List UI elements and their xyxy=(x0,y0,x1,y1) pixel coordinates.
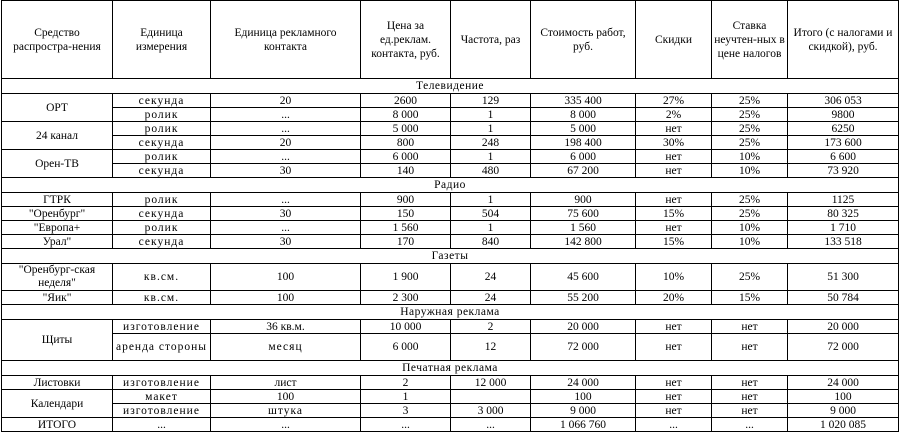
contact-cell: ... xyxy=(211,221,361,235)
price-cell: 10 000 xyxy=(361,320,451,334)
contact-cell: ... xyxy=(211,418,361,432)
grand-total-cell: 1 020 085 xyxy=(788,418,899,432)
total-cell: 50 784 xyxy=(788,291,899,305)
price-cell: 1 560 xyxy=(361,221,451,235)
tax-cell: 25% xyxy=(712,207,788,221)
discount-cell: ... xyxy=(636,418,712,432)
unit-cell: ролик xyxy=(113,108,211,122)
unit-cell: секунда xyxy=(113,207,211,221)
frequency-cell: 12 000 xyxy=(451,376,531,390)
total-cell: 20 000 xyxy=(788,320,899,334)
total-cell: 100 xyxy=(788,390,899,404)
section-row-outdoor xyxy=(2,305,899,320)
price-cell: 150 xyxy=(361,207,451,221)
section-row-radio xyxy=(2,178,899,193)
contact-cell: 20 xyxy=(211,136,361,150)
cost-cell: 142 800 xyxy=(531,235,636,249)
total-cell: 1 710 xyxy=(788,221,899,235)
contact-cell: ... xyxy=(211,108,361,122)
unit-cell: ... xyxy=(113,418,211,432)
cost-cell: 900 xyxy=(531,193,636,207)
media-name: ОРТ xyxy=(2,94,113,122)
table-row xyxy=(2,94,899,108)
cost-cell: 24 000 xyxy=(531,376,636,390)
discount-cell: 20% xyxy=(636,291,712,305)
frequency-cell: 840 xyxy=(451,235,531,249)
frequency-cell: ... xyxy=(451,418,531,432)
contact-cell: 30 xyxy=(211,164,361,178)
header-cell: Частота, раз xyxy=(451,1,531,79)
header-row xyxy=(2,1,899,79)
frequency-cell xyxy=(451,390,531,404)
price-cell: 3 xyxy=(361,404,451,418)
table-row xyxy=(2,320,899,334)
price-cell: 800 xyxy=(361,136,451,150)
discount-cell: 15% xyxy=(636,207,712,221)
contact-cell: ... xyxy=(211,193,361,207)
section-title: Печатная реклама xyxy=(2,361,899,376)
table-row xyxy=(2,150,899,164)
section-title: Газеты xyxy=(2,249,899,264)
frequency-cell: 3 000 xyxy=(451,404,531,418)
total-cell: 24 000 xyxy=(788,376,899,390)
section-title: Наружная реклама xyxy=(2,305,899,320)
unit-cell: изготовление xyxy=(113,320,211,334)
tax-cell: нет xyxy=(712,404,788,418)
contact-cell: 100 xyxy=(211,291,361,305)
unit-cell: ролик xyxy=(113,150,211,164)
tax-cell: ... xyxy=(712,418,788,432)
cost-cell: 72 000 xyxy=(531,334,636,361)
cost-cell: 1 560 xyxy=(531,221,636,235)
unit-cell: изготовление xyxy=(113,376,211,390)
discount-cell: нет xyxy=(636,320,712,334)
cost-cell: 198 400 xyxy=(531,136,636,150)
contact-cell: месяц xyxy=(211,334,361,361)
cost-cell: 55 200 xyxy=(531,291,636,305)
frequency-cell: 24 xyxy=(451,291,531,305)
discount-cell: нет xyxy=(636,164,712,178)
price-cell: 1 900 xyxy=(361,264,451,291)
header-cell: Единица рекламного контакта xyxy=(211,1,361,79)
contact-cell: 20 xyxy=(211,94,361,108)
price-cell: 2 xyxy=(361,376,451,390)
section-title: Радио xyxy=(2,178,899,193)
price-cell: 140 xyxy=(361,164,451,178)
header-cell: Стоимость работ, руб. xyxy=(531,1,636,79)
table-row xyxy=(2,207,899,221)
unit-cell: секунда xyxy=(113,136,211,150)
tax-cell: 10% xyxy=(712,221,788,235)
total-row xyxy=(2,418,899,432)
media-name: "Яик" xyxy=(2,291,113,305)
media-name: "Оренбург" xyxy=(2,207,113,221)
frequency-cell: 1 xyxy=(451,122,531,136)
discount-cell: нет xyxy=(636,390,712,404)
price-cell: 2600 xyxy=(361,94,451,108)
frequency-cell: 24 xyxy=(451,264,531,291)
total-cell: 73 920 xyxy=(788,164,899,178)
advertising-budget-table xyxy=(1,0,899,432)
price-cell: 6 000 xyxy=(361,150,451,164)
tax-cell: 25% xyxy=(712,94,788,108)
header-cell: Скидки xyxy=(636,1,712,79)
cost-cell: 1 066 760 xyxy=(531,418,636,432)
table-row xyxy=(2,390,899,404)
media-name: Листовки xyxy=(2,376,113,390)
table-row xyxy=(2,136,899,150)
media-name: ГТРК xyxy=(2,193,113,207)
header-cell: Ставка неучтен-ных в цене налогов xyxy=(712,1,788,79)
total-cell: 9800 xyxy=(788,108,899,122)
table-row xyxy=(2,108,899,122)
unit-cell: макет xyxy=(113,390,211,404)
frequency-cell: 2 xyxy=(451,320,531,334)
price-cell: 8 000 xyxy=(361,108,451,122)
table-row xyxy=(2,193,899,207)
contact-cell: ... xyxy=(211,122,361,136)
header-cell: Цена за ед.реклам. контакта, руб. xyxy=(361,1,451,79)
frequency-cell: 480 xyxy=(451,164,531,178)
contact-cell: 30 xyxy=(211,235,361,249)
discount-cell: нет xyxy=(636,376,712,390)
media-name: Календари xyxy=(2,390,113,418)
frequency-cell: 129 xyxy=(451,94,531,108)
price-cell: ... xyxy=(361,418,451,432)
total-cell: 306 053 xyxy=(788,94,899,108)
frequency-cell: 504 xyxy=(451,207,531,221)
unit-cell: аренда стороны xyxy=(113,334,211,361)
tax-cell: нет xyxy=(712,334,788,361)
cost-cell: 20 000 xyxy=(531,320,636,334)
table-row xyxy=(2,291,899,305)
contact-cell: лист xyxy=(211,376,361,390)
section-row-tv xyxy=(2,79,899,94)
table-row xyxy=(2,404,899,418)
discount-cell: 15% xyxy=(636,235,712,249)
discount-cell: 27% xyxy=(636,94,712,108)
table-row xyxy=(2,264,899,291)
section-row-newspapers xyxy=(2,249,899,264)
tax-cell: нет xyxy=(712,390,788,404)
price-cell: 170 xyxy=(361,235,451,249)
contact-cell: 36 кв.м. xyxy=(211,320,361,334)
total-cell: 72 000 xyxy=(788,334,899,361)
total-cell: 9 000 xyxy=(788,404,899,418)
unit-cell: кв.см. xyxy=(113,264,211,291)
tax-cell: 10% xyxy=(712,235,788,249)
unit-cell: изготовление xyxy=(113,404,211,418)
contact-cell: 100 xyxy=(211,264,361,291)
tax-cell: 25% xyxy=(712,193,788,207)
frequency-cell: 248 xyxy=(451,136,531,150)
discount-cell: нет xyxy=(636,404,712,418)
discount-cell: нет xyxy=(636,122,712,136)
cost-cell: 67 200 xyxy=(531,164,636,178)
total-cell: 1125 xyxy=(788,193,899,207)
discount-cell: нет xyxy=(636,193,712,207)
table-row xyxy=(2,164,899,178)
unit-cell: секунда xyxy=(113,94,211,108)
tax-cell: нет xyxy=(712,320,788,334)
unit-cell: ролик xyxy=(113,122,211,136)
tax-cell: 25% xyxy=(712,122,788,136)
total-cell: 51 300 xyxy=(788,264,899,291)
contact-cell: ... xyxy=(211,150,361,164)
frequency-cell: 12 xyxy=(451,334,531,361)
tax-cell: 25% xyxy=(712,108,788,122)
price-cell: 1 xyxy=(361,390,451,404)
contact-cell: 100 xyxy=(211,390,361,404)
tax-cell: 10% xyxy=(712,150,788,164)
cost-cell: 75 600 xyxy=(531,207,636,221)
total-label: ИТОГО xyxy=(2,418,113,432)
frequency-cell: 1 xyxy=(451,193,531,207)
tax-cell: 25% xyxy=(712,264,788,291)
discount-cell: 10% xyxy=(636,264,712,291)
table-row xyxy=(2,376,899,390)
discount-cell: нет xyxy=(636,150,712,164)
cost-cell: 100 xyxy=(531,390,636,404)
total-cell: 80 325 xyxy=(788,207,899,221)
table-row xyxy=(2,221,899,235)
frequency-cell: 1 xyxy=(451,108,531,122)
unit-cell: кв.см. xyxy=(113,291,211,305)
media-name: "Европа+ xyxy=(2,221,113,235)
media-name: Орен-ТВ xyxy=(2,150,113,178)
media-name: Урал" xyxy=(2,235,113,249)
media-name: Щиты xyxy=(2,320,113,361)
cost-cell: 45 600 xyxy=(531,264,636,291)
discount-cell: 2% xyxy=(636,108,712,122)
cost-cell: 6 000 xyxy=(531,150,636,164)
price-cell: 900 xyxy=(361,193,451,207)
header-cell: Единица измерения xyxy=(113,1,211,79)
tax-cell: 25% xyxy=(712,136,788,150)
unit-cell: ролик xyxy=(113,221,211,235)
unit-cell: секунда xyxy=(113,235,211,249)
tax-cell: нет xyxy=(712,376,788,390)
tax-cell: 10% xyxy=(712,164,788,178)
section-row-print xyxy=(2,361,899,376)
tax-cell: 15% xyxy=(712,291,788,305)
total-cell: 6250 xyxy=(788,122,899,136)
unit-cell: ролик xyxy=(113,193,211,207)
price-cell: 2 300 xyxy=(361,291,451,305)
header-cell: Средство распростра-нения xyxy=(2,1,113,79)
cost-cell: 5 000 xyxy=(531,122,636,136)
media-name: "Оренбург-ская неделя" xyxy=(2,264,113,291)
cost-cell: 8 000 xyxy=(531,108,636,122)
price-cell: 6 000 xyxy=(361,334,451,361)
media-name: 24 канал xyxy=(2,122,113,150)
section-title: Телевидение xyxy=(2,79,899,94)
frequency-cell: 1 xyxy=(451,150,531,164)
total-cell: 6 600 xyxy=(788,150,899,164)
cost-cell: 335 400 xyxy=(531,94,636,108)
discount-cell: нет xyxy=(636,221,712,235)
frequency-cell: 1 xyxy=(451,221,531,235)
contact-cell: штука xyxy=(211,404,361,418)
header-cell: Итого (с налогами и скидкой), руб. xyxy=(788,1,899,79)
cost-cell: 9 000 xyxy=(531,404,636,418)
price-cell: 5 000 xyxy=(361,122,451,136)
discount-cell: нет xyxy=(636,334,712,361)
discount-cell: 30% xyxy=(636,136,712,150)
total-cell: 133 518 xyxy=(788,235,899,249)
total-cell: 173 600 xyxy=(788,136,899,150)
unit-cell: секунда xyxy=(113,164,211,178)
table-row xyxy=(2,334,899,361)
table-row xyxy=(2,122,899,136)
table-row xyxy=(2,235,899,249)
contact-cell: 30 xyxy=(211,207,361,221)
